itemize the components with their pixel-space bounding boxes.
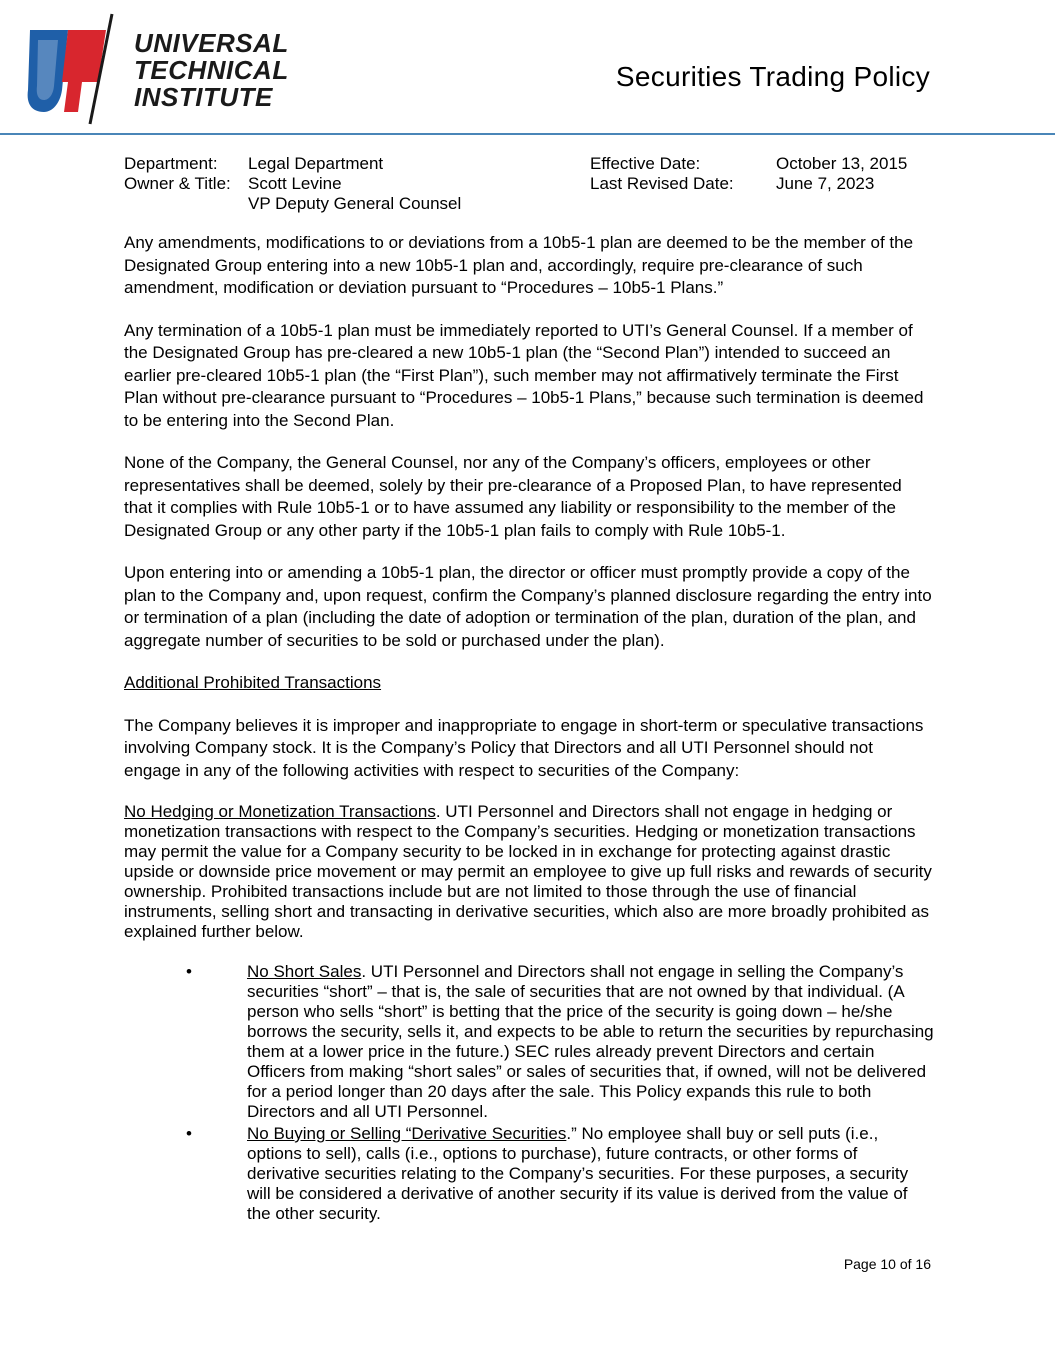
logo-emblem-icon (24, 12, 124, 127)
meta-values-right (776, 154, 907, 194)
prohibited-list (124, 962, 934, 1224)
meta-labels-left (124, 154, 231, 194)
paragraph-termination: Any termination of a 10b5-1 plan must be immediately reported to UTI’s General Counsel. If a member of the Designated Group has pre-cleared a new 10b5-1 plan (the “Second Plan”) intended to succeed an earlier pre-cleared 10b5-1 plan (the “First Plan”), such member may not affirmatively terminate the First Plan without pre-clearance pursuant to “Procedures – 10b5-1 Plans,” because such termination is deemed to be entering into the Second Plan. (124, 320, 924, 430)
page-number: Page 10 of 16 (843, 1256, 931, 1272)
document-title: Securities Trading Policy (615, 61, 930, 92)
department-label: Department: (124, 154, 218, 173)
document-body (124, 232, 934, 1226)
effective-date-value: October 13, 2015 (776, 154, 908, 173)
bullet-icon: • (186, 1124, 192, 1143)
uti-logo (24, 12, 289, 127)
list-item (124, 1124, 934, 1224)
paragraph-no-liability: None of the Company, the General Counsel, nor any of the Company’s officers, employees or other representatives shall be deemed, solely by their pre-clearance of a Proposed Plan, to have represented that it complies with Rule 10b5-1 or to have assumed any liability or responsibility to the member of the Designated Group or any other party if the 10b5-1 plan fails to comply with Rule 10b5-1. (124, 453, 902, 540)
paragraph-hedging (124, 802, 934, 942)
short-sales-body: . UTI Personnel and Directors shall not engage in selling the Company’s securities “short” – that is, the sale of securities that are not owned by that individual. (A person who sells “short” is betting that the price of the security is going down – he/she borrows the security, sells it, and expects to be able to return the securities by repurchasing them at a lower price in the future.) SEC rules already prevent Directors and certain Officers from making “short sales” or sales of securities that, if owned, will not be delivered for a period longer than 20 days after the sale. This Policy expands this rule to both Directors and all UTI Personnel. (247, 962, 934, 1121)
effective-date-label: Effective Date: (590, 154, 701, 173)
short-sales-title: No Short Sales (247, 962, 362, 981)
revised-date-value: June 7, 2023 (776, 174, 875, 193)
owner-label: Owner & Title: (124, 174, 231, 193)
logo-line-2: TECHNICAL (134, 55, 289, 85)
bullet-icon: • (186, 962, 192, 981)
logo-wordmark (134, 30, 289, 111)
owner-name: Scott Levine (248, 174, 342, 193)
revised-date-label: Last Revised Date: (590, 174, 734, 193)
department-value: Legal Department (248, 154, 384, 173)
meta-values-left (248, 154, 461, 214)
header-divider (0, 133, 1055, 135)
section-heading: Additional Prohibited Transactions (124, 673, 382, 692)
logo-line-1: UNIVERSAL (134, 28, 289, 58)
meta-labels-right (590, 154, 734, 194)
paragraph-disclosure: Upon entering into or amending a 10b5-1 plan, the director or officer must promptly provide a copy of the plan to the Company and, upon request, confirm the Company’s planned disclosure regarding the entry into or termination of a plan (including the date of adoption or termination of the plan, duration of the plan, and aggregate number of securities to be sold or purchased under the plan). (124, 563, 932, 650)
hedging-body: . UTI Personnel and Directors shall not engage in hedging or monetization transactions with respect to the Company’s securities. Hedging or monetization transactions may permit the value for a Company security to be locked in in exchange for protecting against drastic upside or downside price movement or may permit an employee to give up full risks and rewards of security ownership. Prohibited transactions include but are not limited to those through the use of financial instruments, selling short and transacting in derivative securities, which also are more broadly prohibited as explained further below. (124, 802, 932, 941)
hedging-title: No Hedging or Monetization Transactions (124, 802, 436, 821)
paragraph-amendments: Any amendments, modifications to or deviations from a 10b5-1 plan are deemed to be the member of the Designated Group entering into a new 10b5-1 plan and, accordingly, require pre-clearance of such amendment, modification or deviation pursuant to “Procedures – 10b5-1 Plans.” (124, 233, 914, 297)
list-item (124, 962, 934, 1122)
paragraph-policy-intro: The Company believes it is improper and inappropriate to engage in short-term or speculative transactions involving Company stock. It is the Company’s Policy that Directors and all UTI Personnel should not engage in any of the following activities with respect to securities of the Company: (124, 715, 924, 780)
owner-title: VP Deputy General Counsel (248, 194, 462, 213)
derivatives-body: .” No employee shall buy or sell puts (i.e., options to sell), calls (i.e., options to purchase), future contracts, or other forms of derivative securities relating to the Company’s securities. For these purposes, a security will be considered a derivative of another security if its value is derived from the value of the other security. (247, 1124, 909, 1223)
derivatives-title: No Buying or Selling “Derivative Securities (247, 1124, 567, 1143)
logo-line-3: INSTITUTE (134, 82, 273, 112)
